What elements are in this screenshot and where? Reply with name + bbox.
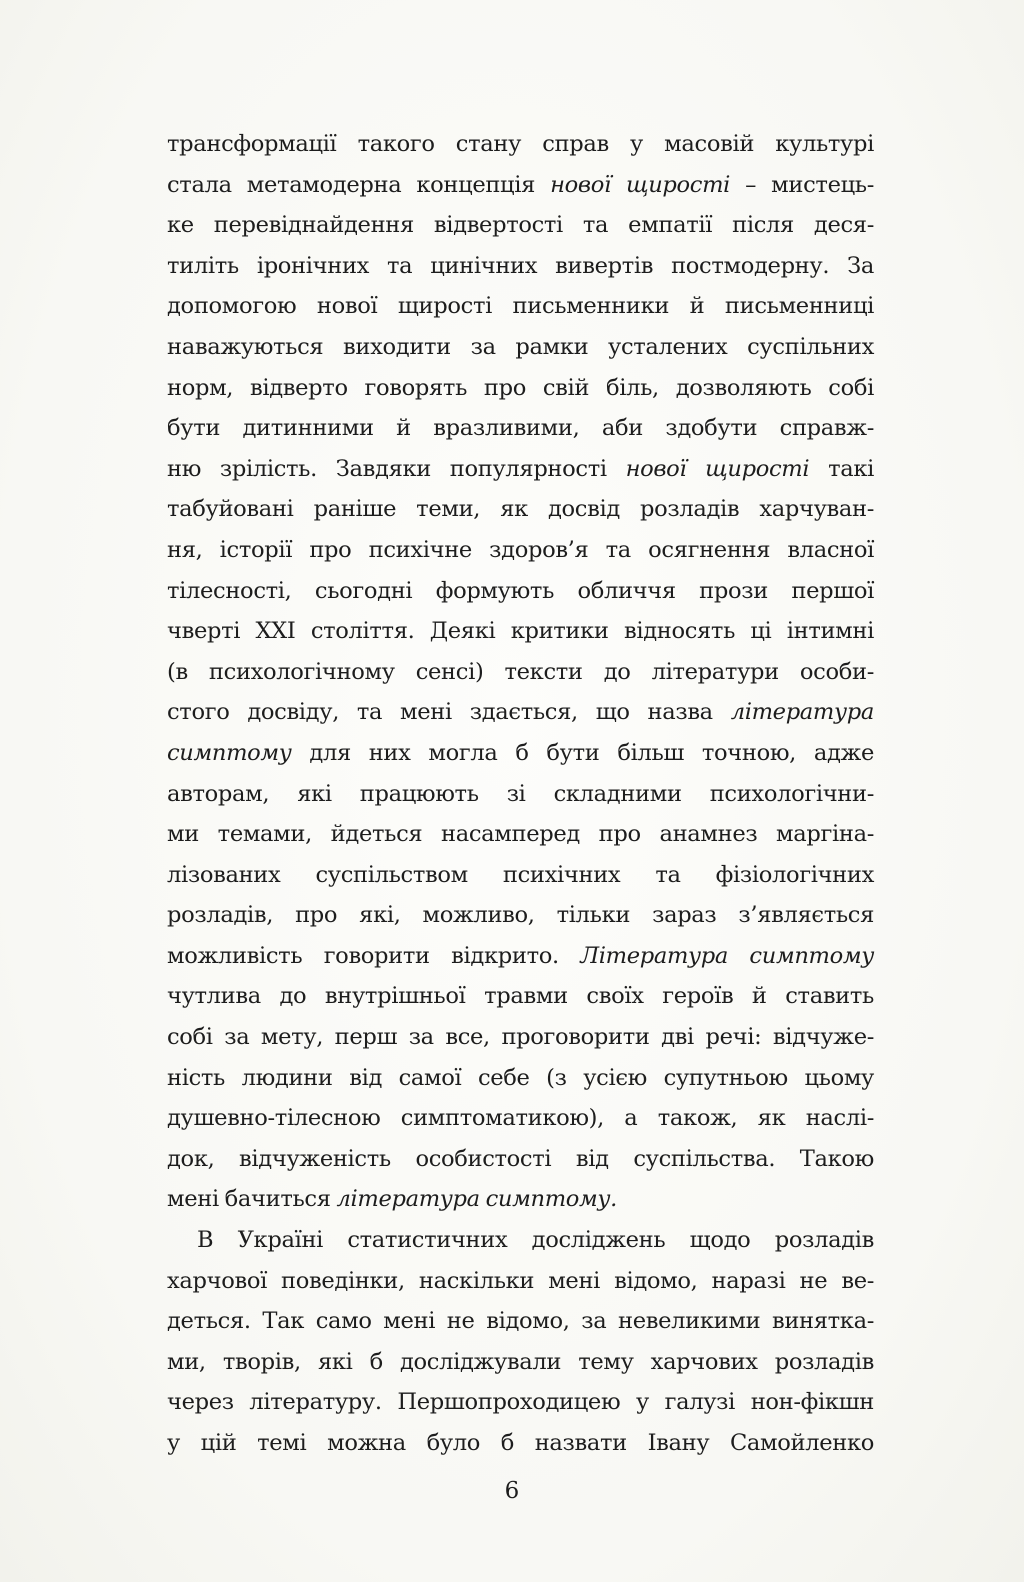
text-run: чутлива до внутрішньої травми своїх героїв й ставить [167,983,874,1010]
italic-term: нової щирості [550,171,731,198]
italic-term: література [730,699,874,726]
text-run: для них могла б бути більш точною, адже [291,739,874,766]
italic-term: Література симптому [580,942,874,969]
text-line [167,286,874,327]
text-run: табуйовані раніше теми, як досвід розладів харчуван- [167,496,874,523]
text-run: можливість говорити відкрито. [167,942,581,969]
text-run: трансформації такого стану справ у масовій культурі [167,131,874,157]
text-line [167,1301,874,1342]
text-line [167,976,874,1017]
text-line [167,1342,874,1383]
text-line [167,611,874,652]
text-line [167,1423,874,1464]
text-run: В Україні статистичних досліджень щодо розладів [197,1227,874,1254]
text-line [167,205,874,246]
text-line [167,814,874,855]
text-line [167,449,874,490]
text-run: харчової поведінки, наскільки мені відомо, наразі не ве- [167,1267,874,1294]
italic-term: нової щирості [625,455,810,482]
text-line [167,1098,874,1139]
text-run: ність людини від самої себе (з усією супутньою цьому [167,1064,874,1091]
text-run: стого досвіду, та мені здається, що назва [167,699,731,726]
text-line [167,936,874,977]
text-line [167,733,874,774]
text-line [167,1179,874,1220]
text-run: душевно-тілесною симптоматикою), а також, як наслі- [167,1105,874,1132]
text-line [167,165,874,206]
text-run: ню зрілість. Завдяки популярності [167,455,626,482]
text-line [167,1220,874,1261]
text-line [167,408,874,449]
text-line [167,1261,874,1302]
text-run: док, відчуженість особистості від суспільства. Такою [167,1145,874,1172]
text-column [167,124,874,1464]
text-line [167,489,874,530]
text-run: лізованих суспільством психічних та фізіологічних [167,861,874,888]
text-run: деться. Так само мені не відомо, за невеликими винятка- [167,1308,874,1335]
text-run: мені бачиться [167,1186,337,1213]
text-line [167,124,874,165]
text-run: ня, історії про психічне здоров’я та осягнення власної [167,536,874,563]
text-line [167,246,874,287]
text-run: тілесності, сьогодні формують обличчя прози першої [167,577,874,604]
text-line [167,1382,874,1423]
text-run: такі [809,455,874,482]
text-run: авторам, які працюють зі складними психологічни- [167,780,874,807]
text-run: ми, творів, які б досліджували тему харчових розладів [167,1348,874,1375]
text-run: собі за мету, перш за все, проговорити дві речі: відчуже- [167,1024,874,1051]
text-line [167,1139,874,1180]
text-run: у цій темі можна було б назвати Івану Самойленко [167,1430,874,1456]
text-run: стала метамодерна концепція [167,171,551,198]
text-run: ке перевіднайдення відвертості та емпатії після деся- [167,212,874,239]
italic-term: література симптому. [336,1186,618,1213]
text-run: тиліть іронічних та цинічних вивертів постмодерну. За [167,252,874,279]
text-line [167,855,874,896]
text-line [167,895,874,936]
text-run: бути дитинними й вразливими, аби здобути справж- [167,415,874,442]
text-run: допомогою нової щирості письменники й письменниці [167,293,874,320]
text-line [167,327,874,368]
text-line [167,692,874,733]
text-run: розладів, про які, можливо, тільки зараз з’являється [167,902,874,929]
text-run: норм, відверто говорять про свій біль, дозволяють собі [167,374,874,401]
text-line [167,774,874,815]
text-line [167,1058,874,1099]
text-line [167,1017,874,1058]
text-run: наважуються виходити за рамки усталених суспільних [167,333,874,360]
text-run: – мистець- [730,171,874,198]
italic-term: симптому [167,739,292,766]
text-run: (в психологічному сенсі) тексти до літератури особи- [167,658,874,685]
text-run: через літературу. Першопроходицею у галузі нон-фікшн [167,1389,874,1416]
text-line [167,571,874,612]
text-line [167,368,874,409]
text-line [167,530,874,571]
page-number: 6 [504,1478,520,1504]
text-line [167,652,874,693]
text-run: ми темами, йдеться насамперед про анамнез маргіна- [167,821,874,848]
text-run: чверті XXI століття. Деякі критики відносять ці інтимні [167,618,874,645]
